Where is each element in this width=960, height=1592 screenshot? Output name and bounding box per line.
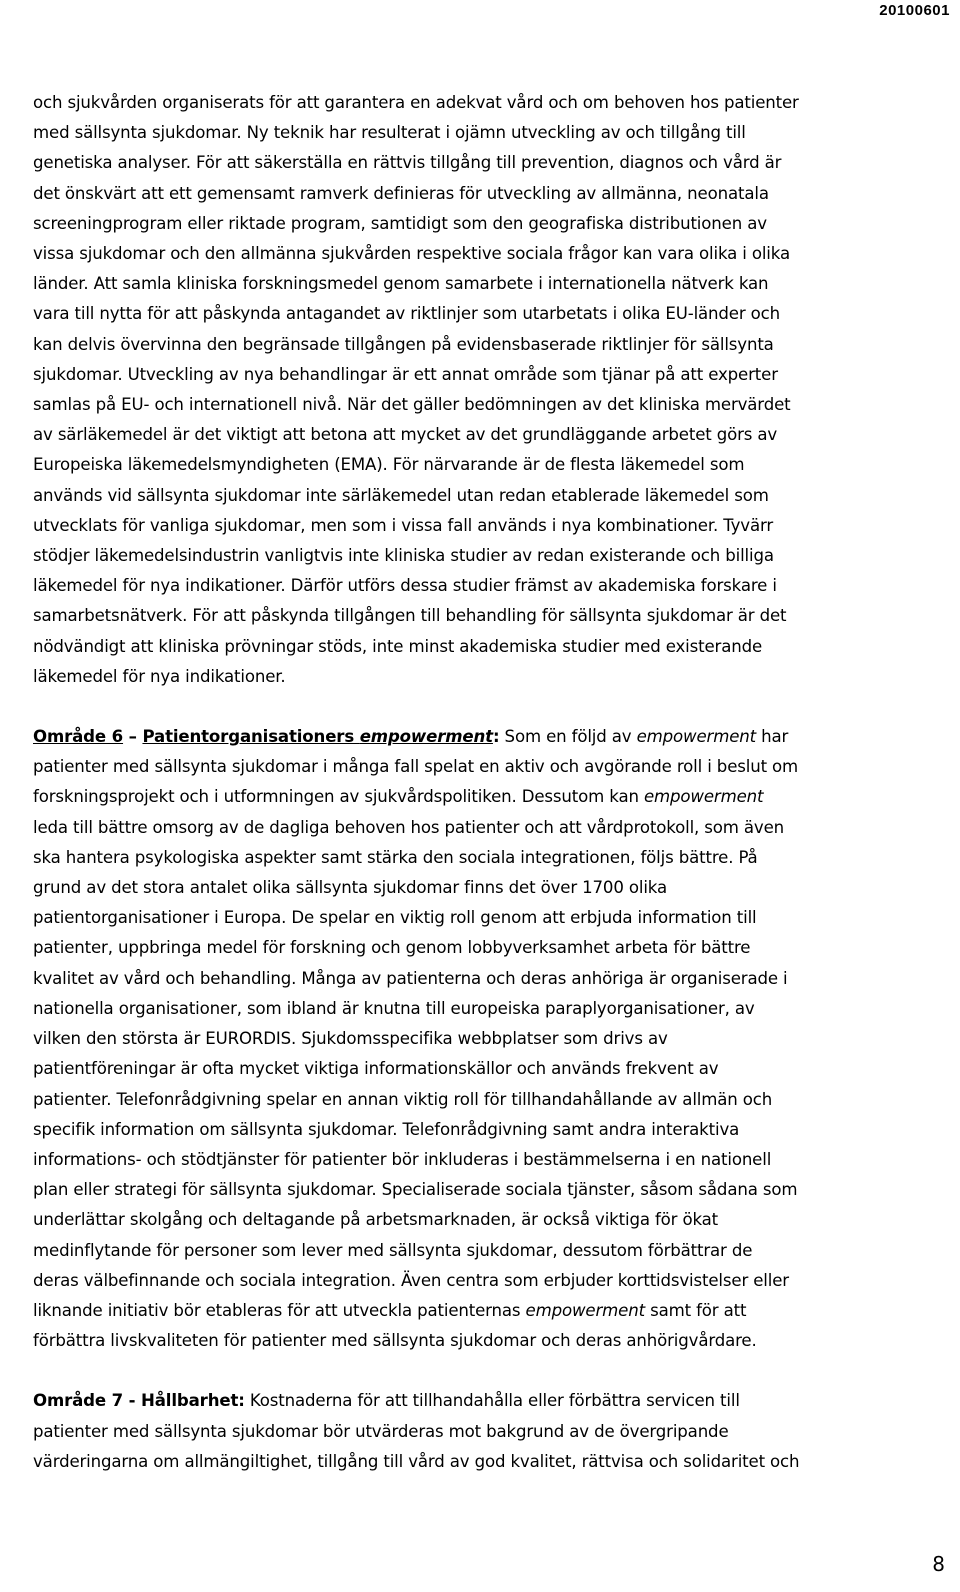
text-line: det önskvärt att ett gemensamt ramverk definieras för utveckling av allmänna, neonatala [33, 183, 769, 203]
text-line [33, 722, 951, 752]
inline-text: samt för att [644, 1300, 747, 1320]
text-line: vara till nytta för att påskynda antagandet av riktlinjer som utarbetats i olika EU-länder och [33, 304, 781, 324]
text-line: informations- och stödtjänster för patienter bör inkluderas i bestämmelserna i en nationell [33, 1149, 772, 1169]
paragraph-spacer [33, 692, 951, 722]
inline-text: Som en följd av [499, 727, 637, 747]
text-line: och sjukvården organiserats för att garantera en adekvat vård och om behoven hos patienter [33, 93, 799, 112]
heading-colon: : [492, 727, 500, 747]
text-line: sjukdomar. Utveckling av nya behandlingar är ett annat område som tjänar på att experter [33, 364, 778, 384]
text-line: patienter, uppbringa medel för forskning och genom lobbyverksamhet arbeta för bättre [33, 938, 751, 958]
text-line: länder. Att samla kliniska forskningsmedel genom samarbete i internationella nätverk kan [33, 274, 769, 294]
text-line: används vid sällsynta sjukdomar inte särläkemedel utan redan etablerade läkemedel som [33, 485, 769, 505]
inline-emphasis: empowerment [636, 727, 756, 747]
text-line: av särläkemedel är det viktigt att betona att mycket av det grundläggande arbetet görs av [33, 425, 778, 445]
text-line: grund av det stora antalet olika sällsynta sjukdomar finns det över 1700 olika [33, 878, 667, 898]
text-line: patientföreningar är ofta mycket viktiga informationskällor och används frekvent av [33, 1059, 719, 1079]
inline-text: liknande initiativ bör etableras för att utveckla patienternas [33, 1300, 526, 1320]
page-number: 8 [932, 1552, 945, 1576]
document-body [33, 88, 951, 1477]
section-area-7 [33, 1386, 951, 1477]
text-line: vilken den största är EURORDIS. Sjukdomsspecifika webbplatser som drivs av [33, 1029, 668, 1049]
text-line: värderingarna om allmängiltighet, tillgång till vård av god kvalitet, rättvisa och solidaritet och [33, 1451, 800, 1471]
paragraph-spacer [33, 1356, 951, 1386]
inline-emphasis: empowerment [643, 787, 764, 807]
text-line: samlas på EU- och internationell nivå. När det gäller bedömningen av det kliniska mervärdet [33, 395, 791, 415]
text-line: patienter med sällsynta sjukdomar bör utvärderas mot bakgrund av de övergripande [33, 1421, 729, 1441]
area-6-title: Patientorganisationers [142, 727, 360, 747]
area-6-label: Område 6 [33, 727, 124, 747]
text-line: med sällsynta sjukdomar. Ny teknik har resulterat i ojämn utveckling av och tillgång till [33, 123, 746, 143]
text-line [33, 1386, 951, 1416]
text-line: patientorganisationer i Europa. De spelar en viktig roll genom att erbjuda information till [33, 908, 757, 928]
inline-emphasis: empowerment [525, 1300, 645, 1320]
inline-text: Kostnaderna för att tillhandahålla eller förbättra servicen till [244, 1391, 740, 1411]
document-date: 20100601 [879, 2, 950, 19]
text-line: läkemedel för nya indikationer. [33, 666, 286, 686]
inline-text: har [756, 727, 789, 747]
text-line [33, 1296, 951, 1326]
text-line: nödvändigt att kliniska prövningar stöds, inte minst akademiska studier med existerande [33, 636, 763, 656]
text-line: nationella organisationer, som ibland är knutna till europeiska paraplyorganisationer, av [33, 998, 755, 1018]
inline-text: forskningsprojekt och i utformningen av sjukvårdspolitiken. Dessutom kan [33, 787, 644, 807]
heading-dash: – [123, 727, 143, 747]
text-line: leda till bättre omsorg av de dagliga behoven hos patienter och att vårdprotokoll, som även [33, 817, 785, 837]
area-7-heading: Område 7 - Hållbarhet: [33, 1391, 245, 1411]
text-line: kvalitet av vård och behandling. Många av patienterna och deras anhöriga är organiserade i [33, 968, 788, 988]
text-line: plan eller strategi för sällsynta sjukdomar. Specialiserade sociala tjänster, såsom sådana som [33, 1180, 798, 1200]
text-line: specifik information om sällsynta sjukdomar. Telefonrådgivning samt andra interaktiva [33, 1119, 740, 1139]
text-line: utvecklats för vanliga sjukdomar, men som i vissa fall används i nya kombinationer. Tyvärr [33, 515, 774, 535]
text-line: kan delvis övervinna den begränsade tillgången på evidensbaserade riktlinjer för sällsynta [33, 334, 774, 354]
text-line: genetiska analyser. För att säkerställa en rättvis tillgång till prevention, diagnos och vård är [33, 153, 782, 173]
text-line: Europeiska läkemedelsmyndigheten (EMA). För närvarande är de flesta läkemedel som [33, 455, 745, 475]
text-line: läkemedel för nya indikationer. Därför utförs dessa studier främst av akademiska forskare i [33, 576, 777, 596]
text-line: patienter. Telefonrådgivning spelar en annan viktig roll för tillhandahållande av allmän och [33, 1089, 773, 1109]
text-line: samarbetsnätverk. För att påskynda tillgången till behandling för sällsynta sjukdomar är det [33, 606, 787, 626]
area-6-title-emphasis: empowerment [359, 727, 493, 747]
text-line: stödjer läkemedelsindustrin vanligtvis inte kliniska studier av redan existerande och billiga [33, 546, 774, 566]
section-area-6 [33, 722, 951, 1356]
text-line: medinflytande för personer som lever med sällsynta sjukdomar, dessutom förbättrar de [33, 1240, 753, 1260]
text-line: screeningprogram eller riktade program, samtidigt som den geografiska distributionen av [33, 213, 767, 233]
text-line: deras välbefinnande och sociala integration. Även centra som erbjuder korttidsvistelser eller [33, 1270, 789, 1290]
text-line: förbättra livskvaliteten för patienter med sällsynta sjukdomar och deras anhörigvårdare. [33, 1331, 757, 1351]
text-line: patienter med sällsynta sjukdomar i många fall spelat en aktiv och avgörande roll i beslut om [33, 757, 799, 777]
text-line [33, 782, 951, 812]
text-line: vissa sjukdomar och den allmänna sjukvården respektive sociala frågor kan vara olika i olika [33, 244, 790, 264]
text-line: ska hantera psykologiska aspekter samt stärka den sociala integrationen, följs bättre. På [33, 847, 758, 867]
paragraph-intro [33, 88, 951, 692]
text-line: underlättar skolgång och deltagande på arbetsmarknaden, är också viktiga för ökat [33, 1210, 719, 1230]
